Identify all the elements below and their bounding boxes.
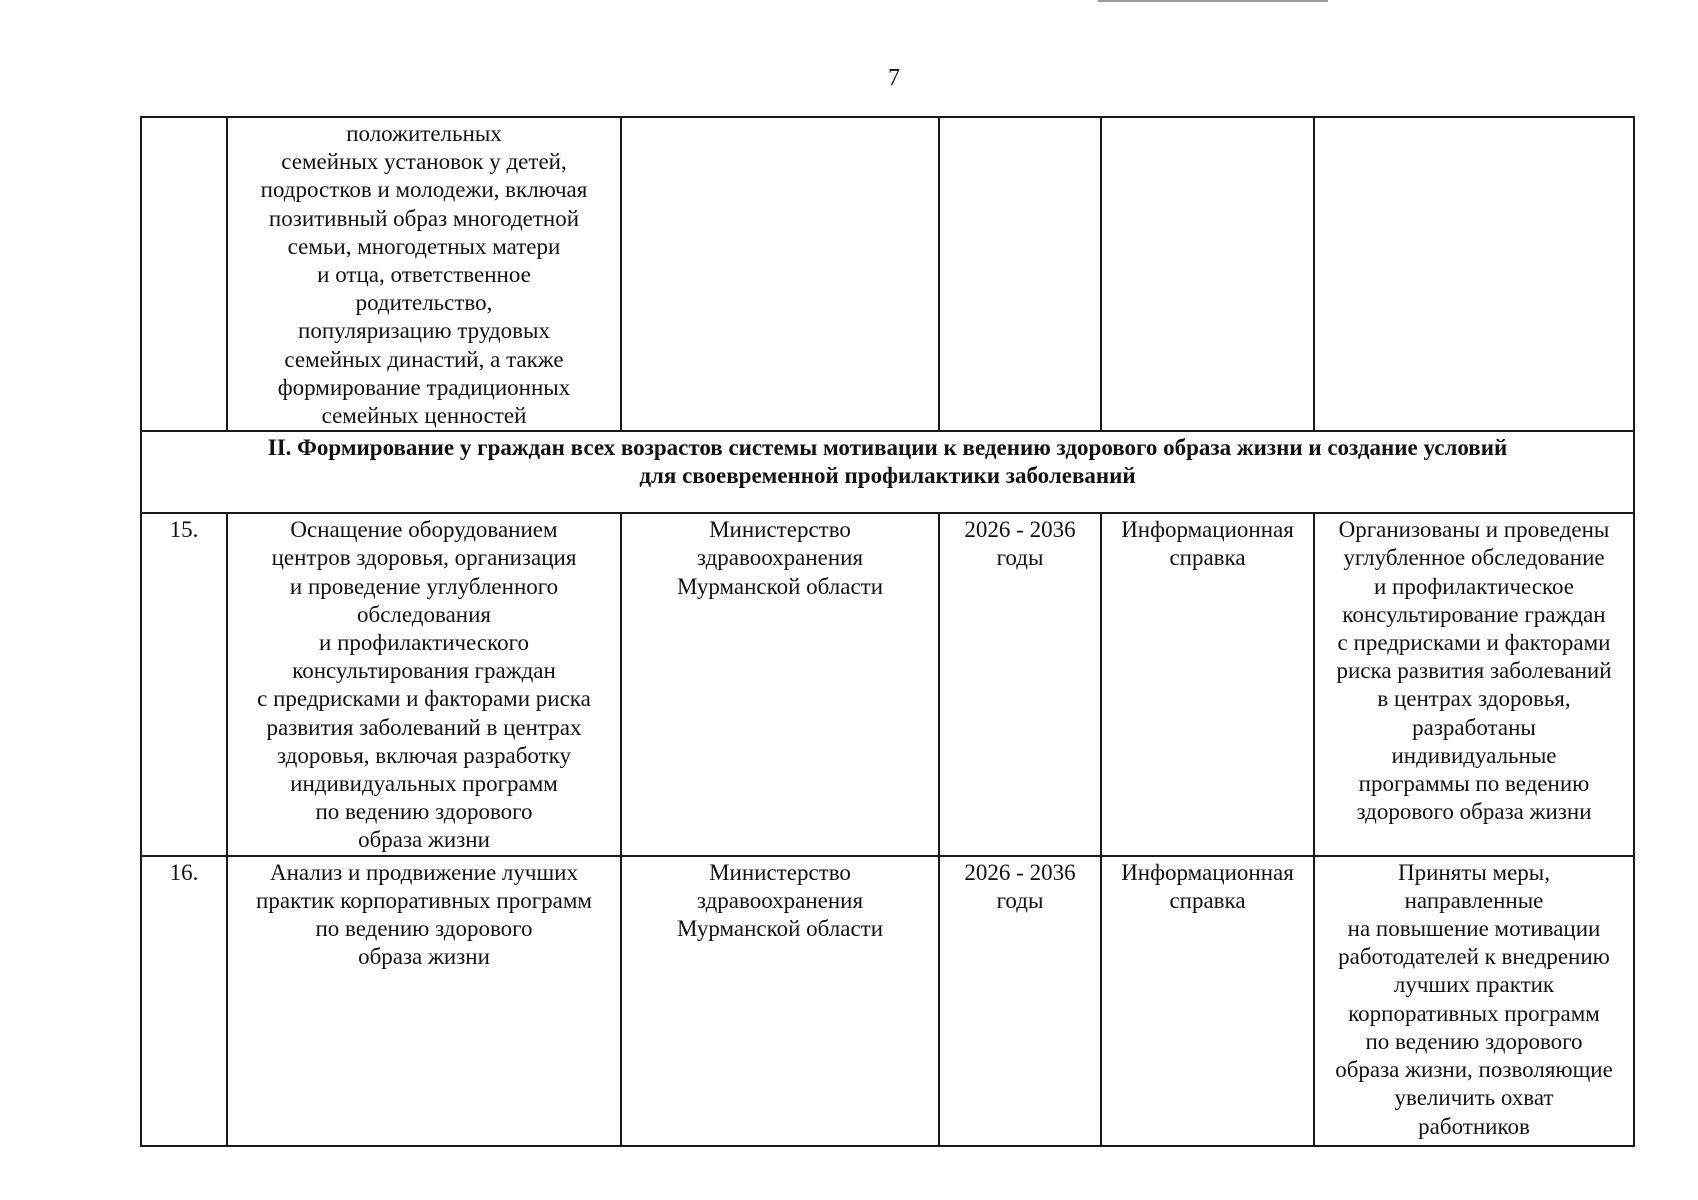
report-cell: Информационная справка xyxy=(1101,856,1314,1146)
table-row-continued xyxy=(141,117,1634,431)
activity-cell: положительных семейных установок у детей, подростков и молодежи, включая позитивный образ многодетной семьи, многодетных матери и отца, ответственное родительство, популяризацию трудовых семейных династий, а также формирование традиционных семейных ценностей xyxy=(227,117,621,431)
activities-table xyxy=(140,116,1635,1147)
row-number-cell: 15. xyxy=(141,513,227,855)
result-cell: Приняты меры, направленные на повышение мотивации работодателей к внедрению лучших практик корпоративных программ по ведению здорового образа жизни, позволяющие увеличить охват работников xyxy=(1314,856,1634,1146)
executor-cell: Министерство здравоохранения Мурманской области xyxy=(621,513,939,855)
row-number-cell: 16. xyxy=(141,856,227,1146)
result-cell xyxy=(1314,117,1634,431)
executor-cell: Министерство здравоохранения Мурманской области xyxy=(621,856,939,1146)
activity-cell: Анализ и продвижение лучших практик корпоративных программ по ведению здорового образа жизни xyxy=(227,856,621,1146)
section-header-row xyxy=(141,431,1634,513)
report-cell xyxy=(1101,117,1314,431)
page-number: 7 xyxy=(888,65,900,91)
row-number-cell xyxy=(141,117,227,431)
top-edge-rule xyxy=(1098,0,1328,2)
activity-cell: Оснащение оборудованием центров здоровья, организация и проведение углубленного обследования и профилактического консультирования граждан с предрисками и факторами риска развития заболеваний в центрах здоровья, включая разработку индивидуальных программ по ведению здорового образа жизни xyxy=(227,513,621,855)
period-cell: 2026 - 2036 годы xyxy=(939,513,1101,855)
report-cell: Информационная справка xyxy=(1101,513,1314,855)
table-row xyxy=(141,513,1634,855)
period-cell: 2026 - 2036 годы xyxy=(939,856,1101,1146)
executor-cell xyxy=(621,117,939,431)
section-header-title: II. Формирование у граждан всех возрастов системы мотивации к ведению здорового образа жизни и создание условий для своевременной профилактики заболеваний xyxy=(141,431,1634,513)
result-cell: Организованы и проведены углубленное обследование и профилактическое консультирование граждан с предрисками и факторами риска развития заболеваний в центрах здоровья, разработаны индивидуальные программы по ведению здорового образа жизни xyxy=(1314,513,1634,855)
period-cell xyxy=(939,117,1101,431)
table-row xyxy=(141,856,1634,1146)
